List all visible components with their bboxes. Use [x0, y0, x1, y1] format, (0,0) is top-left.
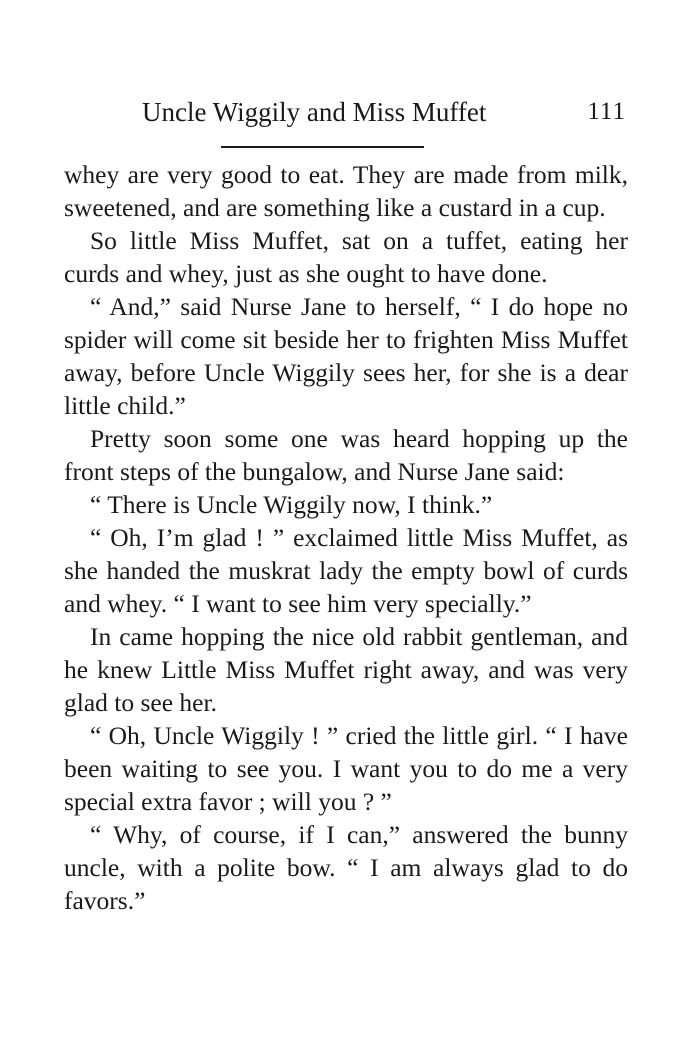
running-title: Uncle Wiggily and Miss Muffet: [142, 97, 487, 127]
paragraph-7: In came hopping the nice old rabbit gentleman, and he knew Little Miss Muffet right away, and was very glad to see her.: [64, 622, 628, 717]
running-head: [64, 92, 628, 132]
paragraph-2: So little Miss Muffet, sat on a tuffet, eating her curds and whey, just as she ought to have done.: [64, 226, 628, 288]
header-rule: [221, 146, 424, 148]
paragraph-6: “ Oh, I’m glad ! ” exclaimed little Miss Muffet, as she handed the muskrat lady the empty bowl of curds and whey. “ I want to see him very specially.”: [64, 523, 628, 618]
page-number: 111: [587, 98, 626, 125]
paragraph-8: “ Oh, Uncle Wiggily ! ” cried the little girl. “ I have been waiting to see you. I want you to do me a very special extra favor ; will you ? ”: [64, 721, 628, 816]
paragraph-5: “ There is Uncle Wiggily now, I think.”: [90, 490, 493, 519]
body-text: [64, 158, 628, 917]
paragraph-1: whey are very good to eat. They are made from milk, sweetened, and are something like a custard in a cup.: [64, 160, 628, 222]
paragraph-4: Pretty soon some one was heard hopping up the front steps of the bungalow, and Nurse Jane said:: [64, 424, 628, 486]
paragraph-9: “ Why, of course, if I can,” answered the bunny uncle, with a polite bow. “ I am always glad to do favors.”: [64, 820, 628, 915]
paragraph-3: “ And,” said Nurse Jane to herself, “ I do hope no spider will come sit beside her to frighten Miss Muffet away, before Uncle Wiggily sees her, for she is a dear little child.”: [64, 292, 628, 420]
